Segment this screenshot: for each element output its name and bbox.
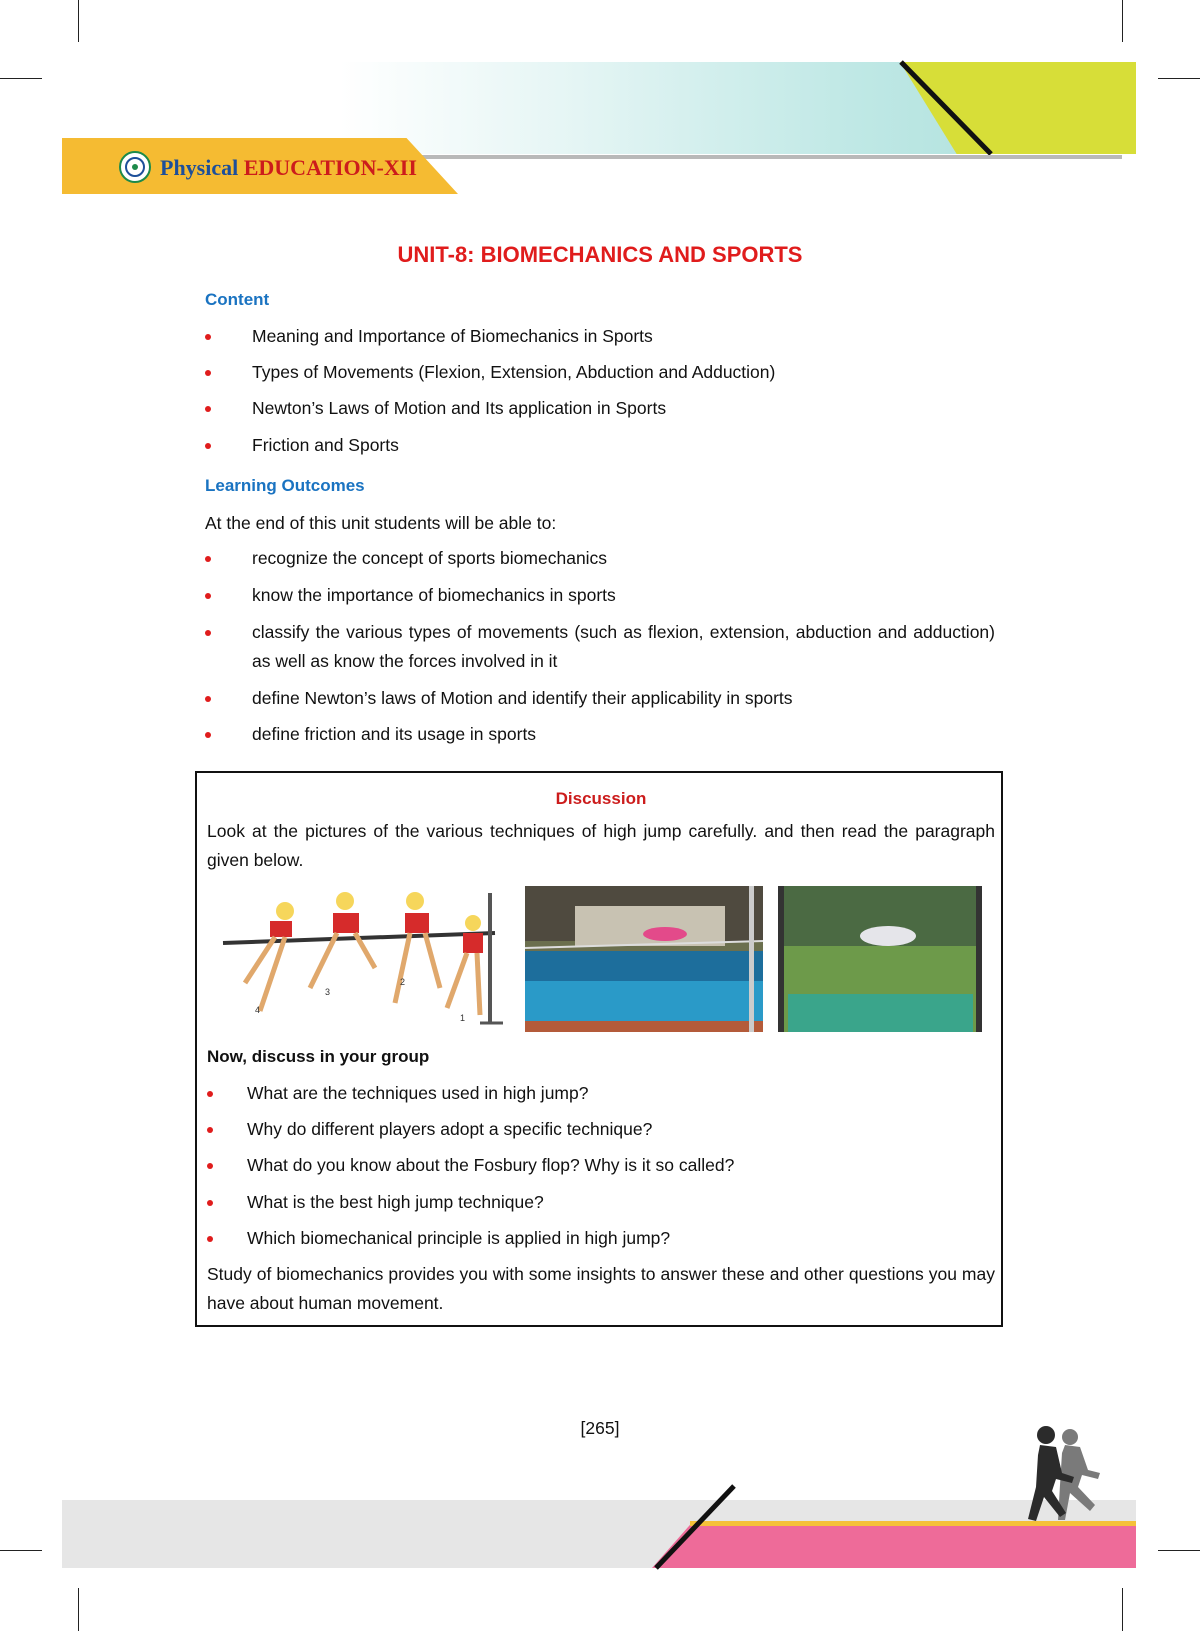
- book-title-part1: Physical: [160, 155, 239, 180]
- book-title: [160, 155, 417, 181]
- bullet-dot-icon: [207, 1200, 213, 1206]
- bullet-dot-icon: [205, 443, 211, 449]
- illustration-label: 2: [400, 977, 406, 987]
- content-item: Meaning and Importance of Biomechanics in Sports: [205, 322, 995, 351]
- high-jump-photo-1: [525, 886, 763, 1032]
- illustration-label: 1: [460, 1013, 466, 1023]
- discussion-prompt: Now, discuss in your group: [207, 1047, 430, 1066]
- content-item: Newton’s Laws of Motion and Its application in Sports: [205, 394, 995, 423]
- bullet-dot-icon: [205, 630, 211, 636]
- bullet-dot-icon: [207, 1163, 213, 1169]
- content-heading: Content: [205, 290, 270, 309]
- crop-mark: [1158, 1550, 1200, 1551]
- crop-mark: [1158, 78, 1200, 79]
- discussion-question: Why do different players adopt a specific technique?: [207, 1119, 987, 1140]
- runner-silhouette-icon: [1010, 1425, 1110, 1525]
- discussion-question: What do you know about the Fosbury flop? Why is it so called?: [207, 1155, 987, 1176]
- discussion-closing: Study of biomechanics provides you with some insights to answer these and other questions you may have about human movement.: [207, 1264, 995, 1313]
- school-logo-icon: [118, 150, 152, 184]
- crop-mark: [0, 1550, 42, 1551]
- bullet-dot-icon: [207, 1236, 213, 1242]
- bullet-dot-icon: [205, 696, 211, 702]
- learning-item: know the importance of biomechanics in sports: [205, 581, 995, 610]
- high-jump-photo-2: [778, 886, 982, 1032]
- book-title-part2: EDUCATION-XII: [243, 155, 417, 180]
- bullet-dot-icon: [205, 406, 211, 412]
- learning-item: recognize the concept of sports biomechanics: [205, 544, 995, 573]
- learning-item: define friction and its usage in sports: [205, 720, 995, 749]
- high-jump-illustration: [215, 883, 515, 1031]
- jumper-figure: [447, 915, 483, 1015]
- crop-mark: [1122, 0, 1123, 42]
- crop-mark: [1122, 1588, 1123, 1631]
- page-number: [265]: [580, 1418, 620, 1438]
- bullet-dot-icon: [205, 334, 211, 340]
- jumper-figure: [245, 902, 294, 1011]
- crop-mark: [78, 0, 79, 42]
- discussion-question: What are the techniques used in high jump?: [207, 1083, 987, 1104]
- bullet-dot-icon: [207, 1091, 213, 1097]
- learning-item: classify the various types of movements (such as flexion, extension, abduction and adduction) as well as know the forces involved in it: [205, 618, 995, 676]
- illustration-label: 4: [255, 1005, 261, 1015]
- illustration-label: 3: [325, 987, 331, 997]
- discussion-question: Which biomechanical principle is applied in high jump?: [207, 1228, 987, 1249]
- learning-outcomes-heading: Learning Outcomes: [205, 476, 365, 495]
- crop-mark: [0, 78, 42, 79]
- unit-title: UNIT-8: BIOMECHANICS AND SPORTS: [397, 242, 803, 267]
- footer-slash: [650, 1482, 740, 1572]
- discussion-title: Discussion: [555, 789, 647, 808]
- learning-item: define Newton’s laws of Motion and identify their applicability in sports: [205, 684, 995, 713]
- crop-mark: [78, 1588, 79, 1631]
- bullet-dot-icon: [207, 1127, 213, 1133]
- learning-intro: At the end of this unit students will be able to:: [205, 513, 557, 533]
- content-item: Friction and Sports: [205, 431, 995, 460]
- bullet-dot-icon: [205, 556, 211, 562]
- discussion-question: What is the best high jump technique?: [207, 1192, 987, 1213]
- bullet-dot-icon: [205, 593, 211, 599]
- header-slash: [895, 58, 995, 158]
- bullet-dot-icon: [205, 370, 211, 376]
- bullet-dot-icon: [205, 732, 211, 738]
- discussion-box: [195, 771, 1003, 1327]
- discussion-intro: Look at the pictures of the various techniques of high jump carefully. and then read the paragraph given below.: [207, 821, 995, 870]
- content-item: Types of Movements (Flexion, Extension, Abduction and Adduction): [205, 358, 995, 387]
